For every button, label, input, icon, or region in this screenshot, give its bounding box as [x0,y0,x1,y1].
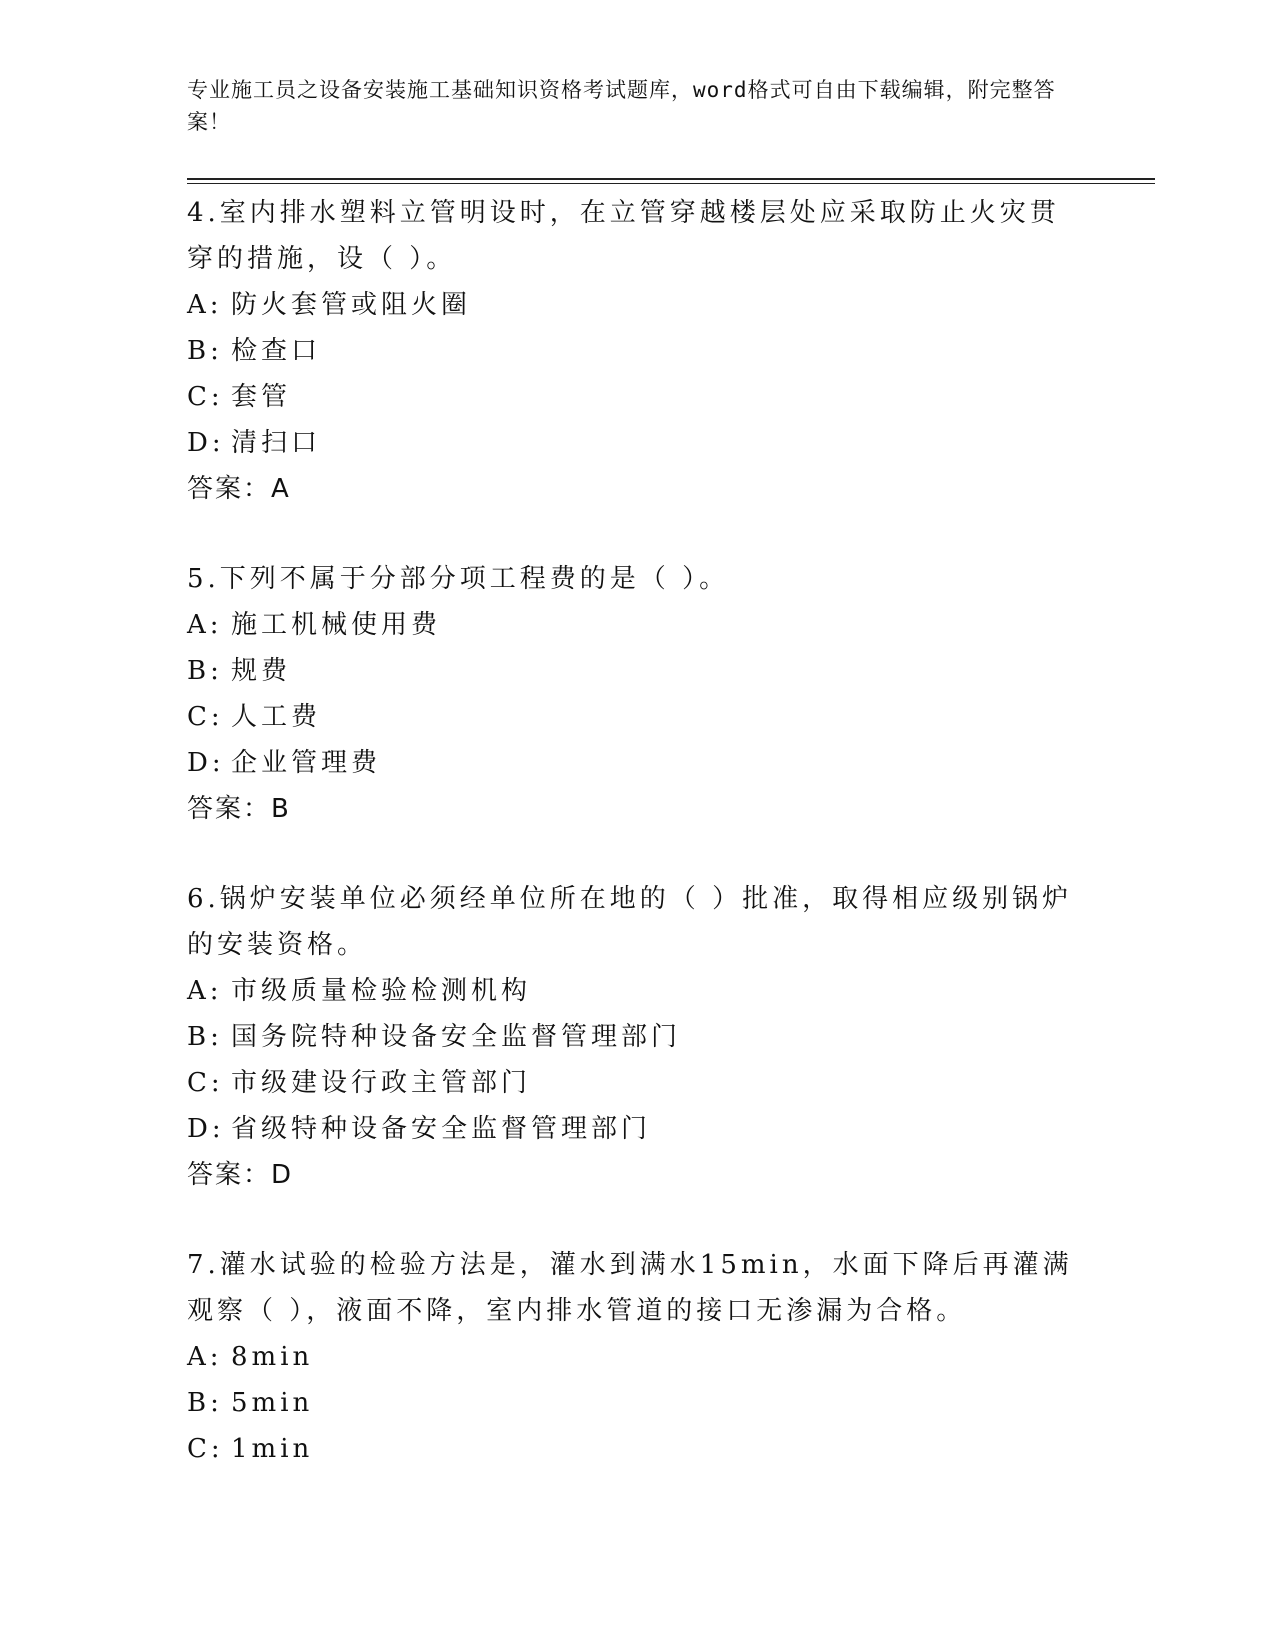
option-key: A: [187,610,223,640]
option-c [187,374,1087,420]
answer-line: 答案：B [187,794,291,824]
option-text: 套管 [231,382,292,412]
option-key: D: [187,748,225,778]
option-text: 省级特种设备安全监督管理部门 [231,1114,652,1144]
option-b [187,1380,1087,1426]
header-divider [187,178,1155,184]
option-key: B: [187,1388,223,1418]
question-stem: 6.锅炉安装单位必须经单位所在地的（ ）批准，取得相应级别锅炉的安装资格。 [187,884,1073,960]
option-c [187,1060,1087,1106]
option-text: 人工费 [231,702,322,732]
option-text: 1min [231,1434,314,1464]
option-text: 国务院特种设备安全监督管理部门 [231,1022,682,1052]
option-text: 市级质量检验检测机构 [231,976,532,1006]
option-key: A: [187,976,223,1006]
option-c [187,694,1087,740]
question-6 [187,876,1087,1198]
option-key: C: [187,1068,224,1098]
option-a [187,968,1087,1014]
option-key: B: [187,656,223,686]
option-text: 企业管理费 [231,748,382,778]
question-stem: 7.灌水试验的检验方法是，灌水到满水15min，水面下降后再灌满观察（ ），液面不降，室内排水管道的接口无渗漏为合格。 [187,1250,1073,1326]
option-a [187,282,1087,328]
option-b [187,1014,1087,1060]
option-key: A: [187,290,223,320]
option-text: 检查口 [231,336,322,366]
question-stem: 4.室内排水塑料立管明设时，在立管穿越楼层处应采取防止火灾贯穿的措施，设（ ）。 [187,198,1060,274]
answer-line: 答案：A [187,474,291,504]
option-b [187,328,1087,374]
option-key: A: [187,1342,223,1372]
option-d [187,420,1087,466]
option-key: D: [187,1114,225,1144]
option-key: B: [187,336,223,366]
question-5 [187,556,1087,832]
option-text: 市级建设行政主管部门 [231,1068,532,1098]
question-7 [187,1242,1087,1472]
option-text: 规费 [231,656,292,686]
option-b [187,648,1087,694]
answer-line: 答案：D [187,1160,294,1190]
option-d [187,1106,1087,1152]
option-text: 施工机械使用费 [231,610,442,640]
question-stem: 5.下列不属于分部分项工程费的是（ ）。 [187,564,730,594]
option-d [187,740,1087,786]
option-c [187,1426,1087,1472]
option-text: 清扫口 [231,428,322,458]
option-key: C: [187,382,224,412]
option-a [187,602,1087,648]
option-key: B: [187,1022,223,1052]
document-header: 专业施工员之设备安装施工基础知识资格考试题库，word格式可自由下载编辑，附完整答案！ [187,78,1056,134]
option-text: 防火套管或阻火圈 [231,290,472,320]
option-key: C: [187,1434,224,1464]
option-key: D: [187,428,225,458]
option-key: C: [187,702,224,732]
question-list [187,190,1087,1516]
option-a [187,1334,1087,1380]
option-text: 8min [231,1342,314,1372]
option-text: 5min [231,1388,314,1418]
question-4 [187,190,1087,512]
